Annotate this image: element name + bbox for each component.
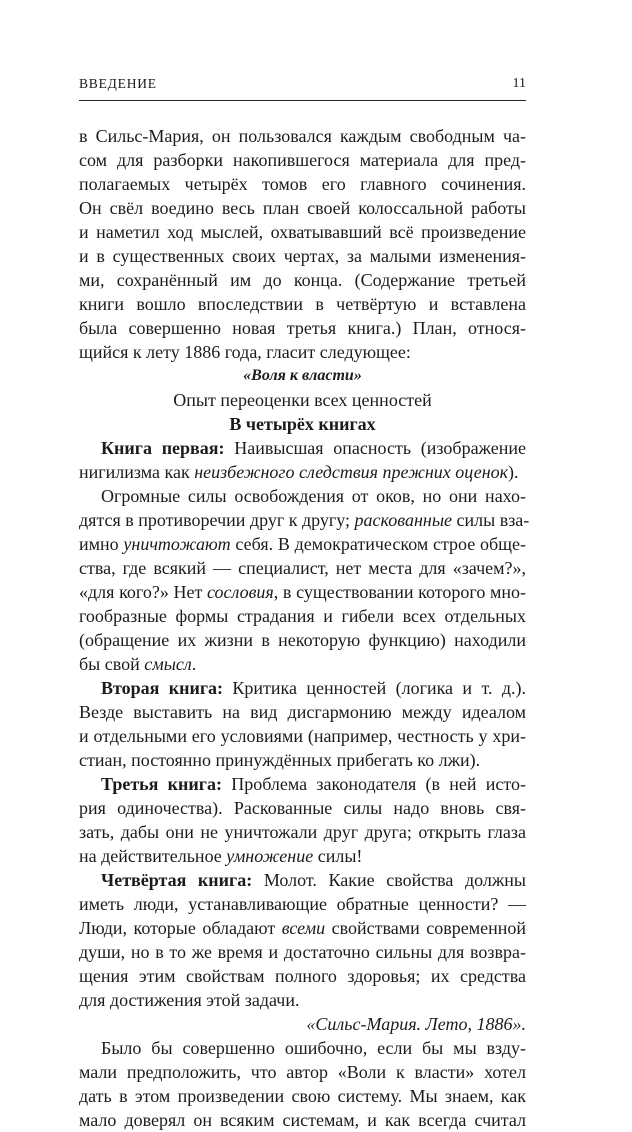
text-line: для достижения этой задачи. <box>79 990 300 1010</box>
book-three-label: Третья книга: <box>101 774 222 794</box>
book-one-line: Книга первая: Наивысшая опасность (изображение <box>101 438 526 458</box>
text-line: стиан, постоянно принуждённых прибегать ко лжи). <box>79 750 481 770</box>
text-line: имно уничтожают себя. В демократическом строе обще- <box>79 534 527 554</box>
book-two-line: Вторая книга: Критика ценностей (логика и т. д.). <box>101 678 526 698</box>
text-line: в Сильс-Мария, он пользовался каждым свободным ча- <box>79 126 526 146</box>
text-line: и наметил ход мыслей, охватывавший всё произведение <box>79 222 526 242</box>
text-line: нигилизма как неизбежного следствия прежних оценок). <box>79 462 519 482</box>
text-line: полагаемых четырёх томов его главного сочинения. <box>79 174 526 194</box>
book-one-label: Книга первая: <box>101 438 225 458</box>
text-line: сом для разборки накопившегося материала для пред- <box>79 150 526 170</box>
text-line: души, но в то же время и достаточно сильны для возвра- <box>79 942 526 962</box>
text-line: бы свой смысл. <box>79 654 197 674</box>
text-line: иметь люди, устанавливающие обратные ценности? — <box>79 894 526 914</box>
text-line: дать в этом произведении свою систему. Мы знаем, как <box>79 1086 526 1106</box>
signature-line: «Сильс-Мария. Лето, 1886». <box>306 1014 526 1034</box>
text-line: Огромные силы освобождения от оков, но они нахо- <box>101 486 526 506</box>
text-line: была совершенно новая третья книга.) План, относя- <box>79 318 526 338</box>
text-line: гообразные формы страдания и гибели всех отдельных <box>79 606 526 626</box>
plan-books-heading: В четырёх книгах <box>229 414 376 434</box>
text-line: мали предположить, что автор «Воли к власти» хотел <box>79 1062 526 1082</box>
book-three-line: Третья книга: Проблема законодателя (в ней исто- <box>101 774 526 794</box>
text-line: мало доверял он всяким системам, и как всегда считал <box>79 1110 526 1130</box>
text-line: и отдельными его условиями (например, честность у хри- <box>79 726 526 746</box>
text-line: щийся к лету 1886 года, гласит следующее: <box>79 342 411 362</box>
body-text <box>79 124 530 1132</box>
book-four-label: Четвёртая книга: <box>101 870 253 890</box>
plan-subtitle: Опыт переоценки всех ценностей <box>173 390 432 410</box>
text-line: Везде выставить на вид дисгармонию между идеалом <box>79 702 526 722</box>
text-line: и в существенных своих чертах, за малыми изменения- <box>79 246 526 266</box>
page-number: 11 <box>512 76 526 91</box>
text-line: Он свёл воедино весь план своей колоссальной работы <box>79 198 526 218</box>
text-line: (обращение их жизни в некоторую функцию) находили <box>79 630 526 650</box>
book-four-line: Четвёртая книга: Молот. Какие свойства должны <box>101 870 527 890</box>
text-line: книги вошло впоследствии в четвёртую и вставлена <box>79 294 526 314</box>
text-line: Было бы совершенно ошибочно, если бы мы взду- <box>101 1038 526 1058</box>
book-two-label: Вторая книга: <box>101 678 224 698</box>
text-line: на действительное умножение силы! <box>79 846 363 866</box>
text-line: ства, где всякий — специалист, нет места для «зачем?», <box>79 558 526 578</box>
text-line: щения этим свойствам полного здоровья; их средства <box>79 966 526 986</box>
text-line: «для кого?» Нет сословия, в существовании которого мно- <box>79 582 527 602</box>
text-line: дятся в противоречии друг к другу; раскованные силы вза- <box>79 510 530 530</box>
text-line: ми, сохранённый им до конца. (Содержание третьей <box>79 270 526 290</box>
text-line: Люди, которые обладают всеми свойствами современной <box>79 918 526 938</box>
header-rule <box>79 100 526 101</box>
running-head: ВВЕДЕНИЕ <box>79 76 157 91</box>
plan-title: «Воля к власти» <box>243 367 362 384</box>
text-line: рия одиночества). Раскованные силы надо вновь свя- <box>79 798 526 818</box>
text-line: зать, дабы они не уничтожали друг друга; открыть глаза <box>79 822 526 842</box>
page-header <box>79 76 526 98</box>
